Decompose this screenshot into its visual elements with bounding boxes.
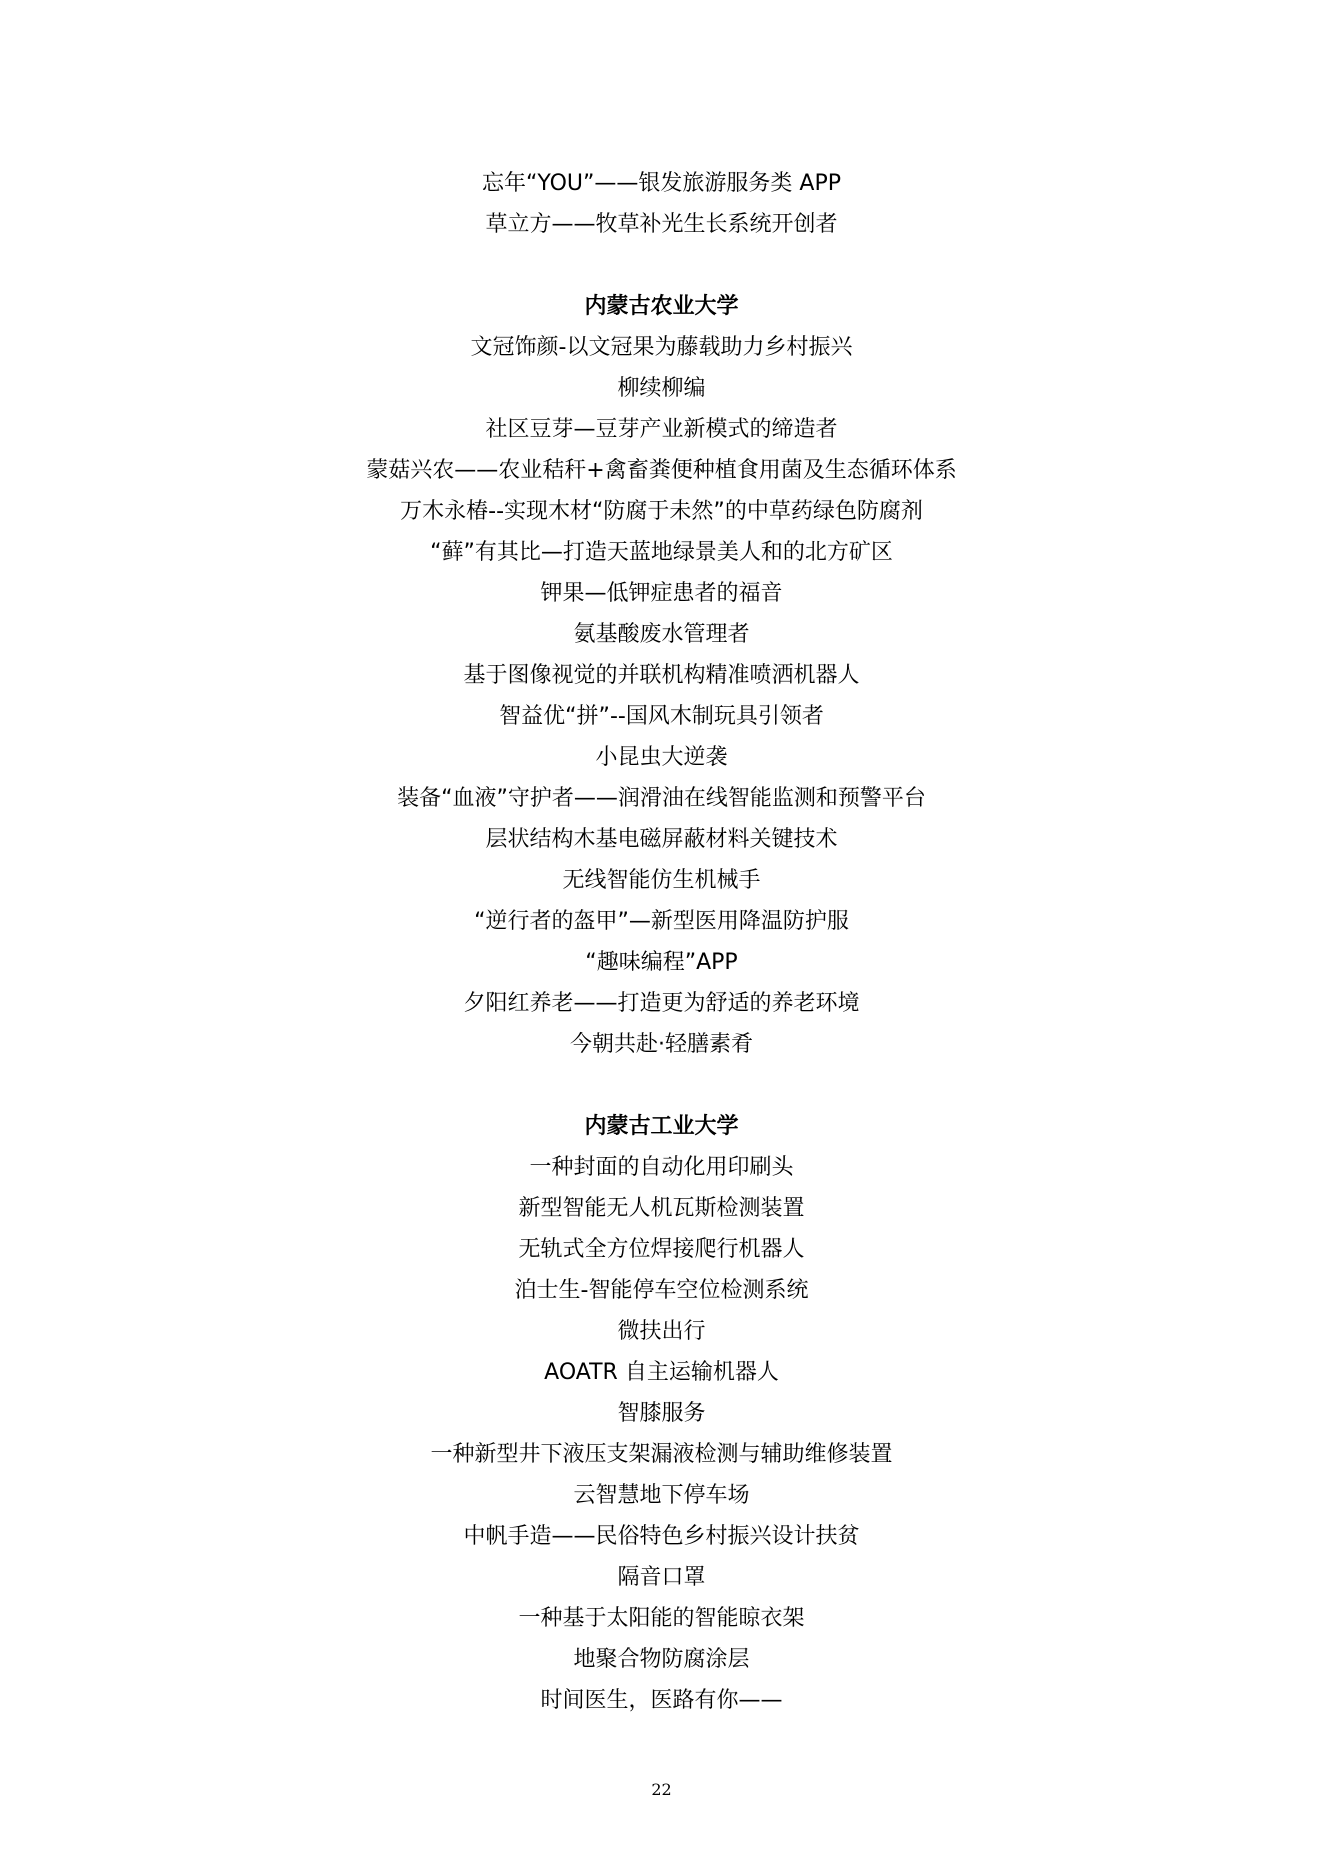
list-item: 万木永椿--实现木材“防腐于未然”的中草药绿色防腐剂 [400,499,923,524]
list-item: AOATR 自主运输机器人 [544,1360,779,1385]
list-item: 智膝服务 [617,1401,706,1426]
list-item: 层状结构木基电磁屏蔽材料关键技术 [485,827,838,852]
list-item: 新型智能无人机瓦斯检测装置 [518,1196,805,1221]
section-spacer [0,1065,1323,1106]
list-item: 时间医生，医路有你—— [540,1688,783,1713]
list-item: 文冠饰颜-以文冠果为藤载助力乡村振兴 [470,335,853,360]
list-item: 一种基于太阳能的智能晾衣架 [518,1606,805,1631]
list-item: 地聚合物防腐涂层 [573,1647,750,1672]
list-item: 柳续柳编 [617,376,706,401]
list-item: 夕阳红养老——打造更为舒适的养老环境 [463,991,860,1016]
section-heading-technology-university: 内蒙古工业大学 [584,1114,739,1139]
list-item: 草立方——牧草补光生长系统开创者 [485,212,838,237]
list-item: 无线智能仿生机械手 [562,868,761,893]
list-item: 微扶出行 [617,1319,706,1344]
section-spacer [0,245,1323,286]
list-item: 小昆虫大逆袭 [595,745,728,770]
list-item: “逆行者的盔甲”—新型医用降温防护服 [474,909,849,934]
list-item: “趣味编程”APP [585,950,738,975]
list-item: 无轨式全方位焊接爬行机器人 [518,1237,805,1262]
page-number: 22 [651,1780,672,1799]
list-item: 隔音口罩 [617,1565,706,1590]
list-item: 钾果—低钾症患者的福音 [540,581,783,606]
list-item: 今朝共赴·轻膳素肴 [570,1032,753,1057]
list-item: 忘年“YOU”——银发旅游服务类 APP [481,171,842,196]
list-item: 泊士生-智能停车空位检测系统 [514,1278,809,1303]
section-heading-agricultural-university: 内蒙古农业大学 [584,294,739,319]
list-item: 社区豆芽—豆芽产业新模式的缔造者 [485,417,838,442]
list-item: 中帆手造——民俗特色乡村振兴设计扶贫 [463,1524,860,1549]
list-item: 一种新型井下液压支架漏液检测与辅助维修装置 [430,1442,893,1467]
list-item: 装备“血液”守护者——润滑油在线智能监测和预警平台 [397,786,926,811]
list-item: 智益优“拼”--国风木制玩具引领者 [499,704,824,729]
list-item: 云智慧地下停车场 [573,1483,750,1508]
list-item: 氨基酸废水管理者 [573,622,750,647]
list-item: “藓”有其比—打造天蓝地绿景美人和的北方矿区 [430,540,893,565]
list-item: 蒙菇兴农——农业秸秆+禽畜粪便种植食用菌及生态循环体系 [366,458,957,483]
list-item: 基于图像视觉的并联机构精准喷洒机器人 [463,663,860,688]
project-list [0,163,1323,1721]
list-item: 一种封面的自动化用印刷头 [529,1155,794,1180]
